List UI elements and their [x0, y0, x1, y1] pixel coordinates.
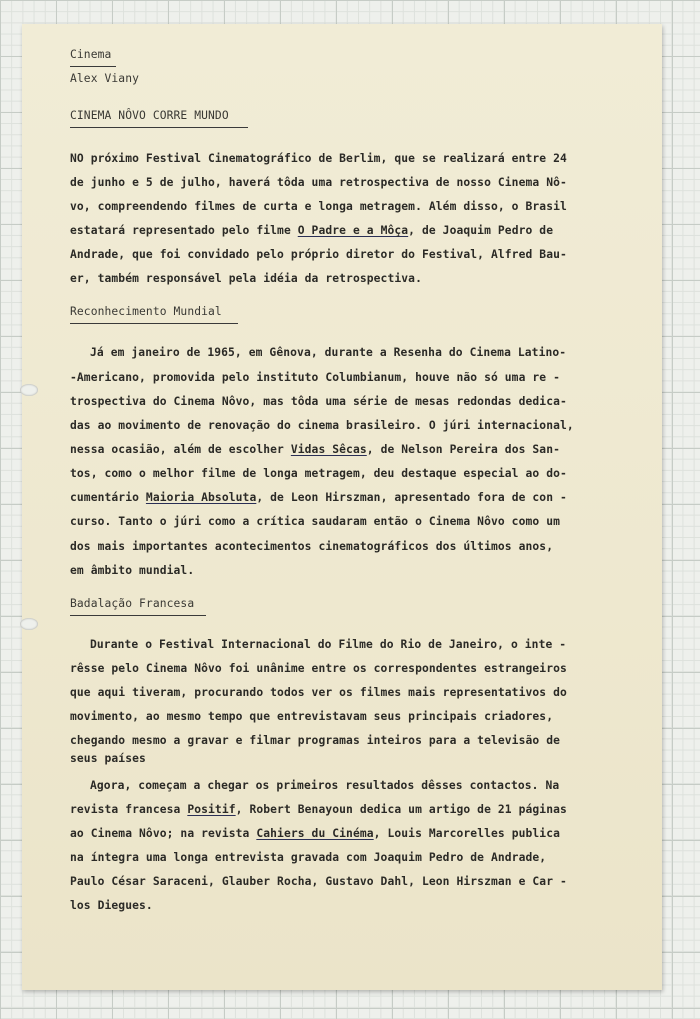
film-title: Vidas Sêcas	[290, 443, 367, 456]
text-line: dos mais importantes acontecimentos cinematográficos dos últimos anos,	[70, 540, 554, 553]
text-line: de junho e 5 de julho, haverá tôda uma retrospectiva de nosso Cinema Nô-	[70, 176, 567, 189]
text-line: er, também responsável pela idéia da retrospectiva.	[70, 272, 422, 285]
punch-hole	[20, 618, 38, 630]
text-line: chegando mesmo a gravar e filmar programas inteiros para a televisão de	[70, 734, 560, 747]
author-name: Alex Viany	[70, 72, 140, 85]
section-heading: Reconhecimento Mundial	[70, 305, 222, 318]
text-line	[70, 224, 553, 237]
section-underline	[70, 66, 116, 67]
heading-underline	[70, 615, 206, 616]
title-underline	[70, 127, 248, 128]
text-segment: , de Joaquim Pedro de	[408, 224, 554, 237]
text-line: tos, como o melhor filme de longa metragem, deu destaque especial ao do-	[70, 467, 567, 480]
text-segment: cumentário	[70, 491, 146, 504]
text-line: movimento, ao mesmo tempo que entrevistavam seus principais criadores,	[70, 710, 554, 723]
text-segment: ao Cinema Nôvo; na revista	[70, 827, 257, 840]
text-line	[70, 443, 560, 456]
text-segment: revista francesa	[70, 803, 188, 816]
text-line: -Americano, promovida pelo instituto Columbianum, houve não só uma re -	[70, 371, 560, 384]
text-line: na íntegra uma longa entrevista gravada com Joaquim Pedro de Andrade,	[70, 851, 547, 864]
text-line: em âmbito mundial.	[70, 564, 195, 577]
text-segment: nessa ocasião, além de escolher	[70, 443, 291, 456]
text-line: que aqui tiveram, procurando todos ver os filmes mais representativos do	[70, 686, 567, 699]
section-heading: Badalação Francesa	[70, 597, 195, 610]
text-line	[70, 803, 567, 816]
text-segment: estatará representado pelo filme	[70, 224, 298, 237]
text-line: Agora, começam a chegar os primeiros resultados dêsses contactos. Na	[90, 779, 560, 792]
text-line	[70, 827, 560, 840]
text-line: vo, compreendendo filmes de curta e longa metragem. Além disso, o Brasil	[70, 200, 567, 213]
text-line: los Diegues.	[70, 899, 153, 912]
text-segment: , de Leon Hirszman, apresentado fora de con -	[256, 491, 567, 504]
text-line: Paulo César Saraceni, Glauber Rocha, Gustavo Dahl, Leon Hirszman e Car -	[70, 875, 567, 888]
section-label: Cinema	[70, 48, 112, 61]
text-line	[70, 491, 567, 504]
article-title: CINEMA NÔVO CORRE MUNDO	[70, 109, 229, 122]
text-line: NO próximo Festival Cinematográfico de Berlim, que se realizará entre 24	[70, 152, 567, 165]
text-segment: , de Nelson Pereira dos San-	[366, 443, 561, 456]
typewritten-page	[22, 24, 662, 990]
text-segment: , Robert Benayoun dedica um artigo de 21 páginas	[235, 803, 567, 816]
text-line: Andrade, que foi convidado pelo próprio diretor do Festival, Alfred Bau-	[70, 248, 567, 261]
film-title: Maioria Absoluta	[145, 491, 257, 504]
film-title: O Padre e a Môça	[297, 224, 409, 237]
magazine-title: Cahiers du Cinéma	[256, 827, 374, 840]
text-line: Já em janeiro de 1965, em Gênova, durante a Resenha do Cinema Latino-	[90, 346, 567, 359]
text-line: trospectiva do Cinema Nôvo, mas tôda uma série de mesas redondas dedica-	[70, 395, 567, 408]
text-line: das ao movimento de renovação do cinema brasileiro. O júri internacional,	[70, 419, 574, 432]
text-segment: , Louis Marcorelles publica	[373, 827, 561, 840]
magazine-title: Positif	[187, 803, 236, 816]
text-line: curso. Tanto o júri como a crítica saudaram então o Cinema Nôvo como um	[70, 515, 560, 528]
heading-underline	[70, 323, 238, 324]
punch-hole	[20, 384, 38, 396]
text-line: seus países	[70, 752, 146, 765]
text-line: Durante o Festival Internacional do Filme do Rio de Janeiro, o inte -	[90, 638, 567, 651]
text-line: rêsse pelo Cinema Nôvo foi unânime entre os correspondentes estrangeiros	[70, 662, 567, 675]
